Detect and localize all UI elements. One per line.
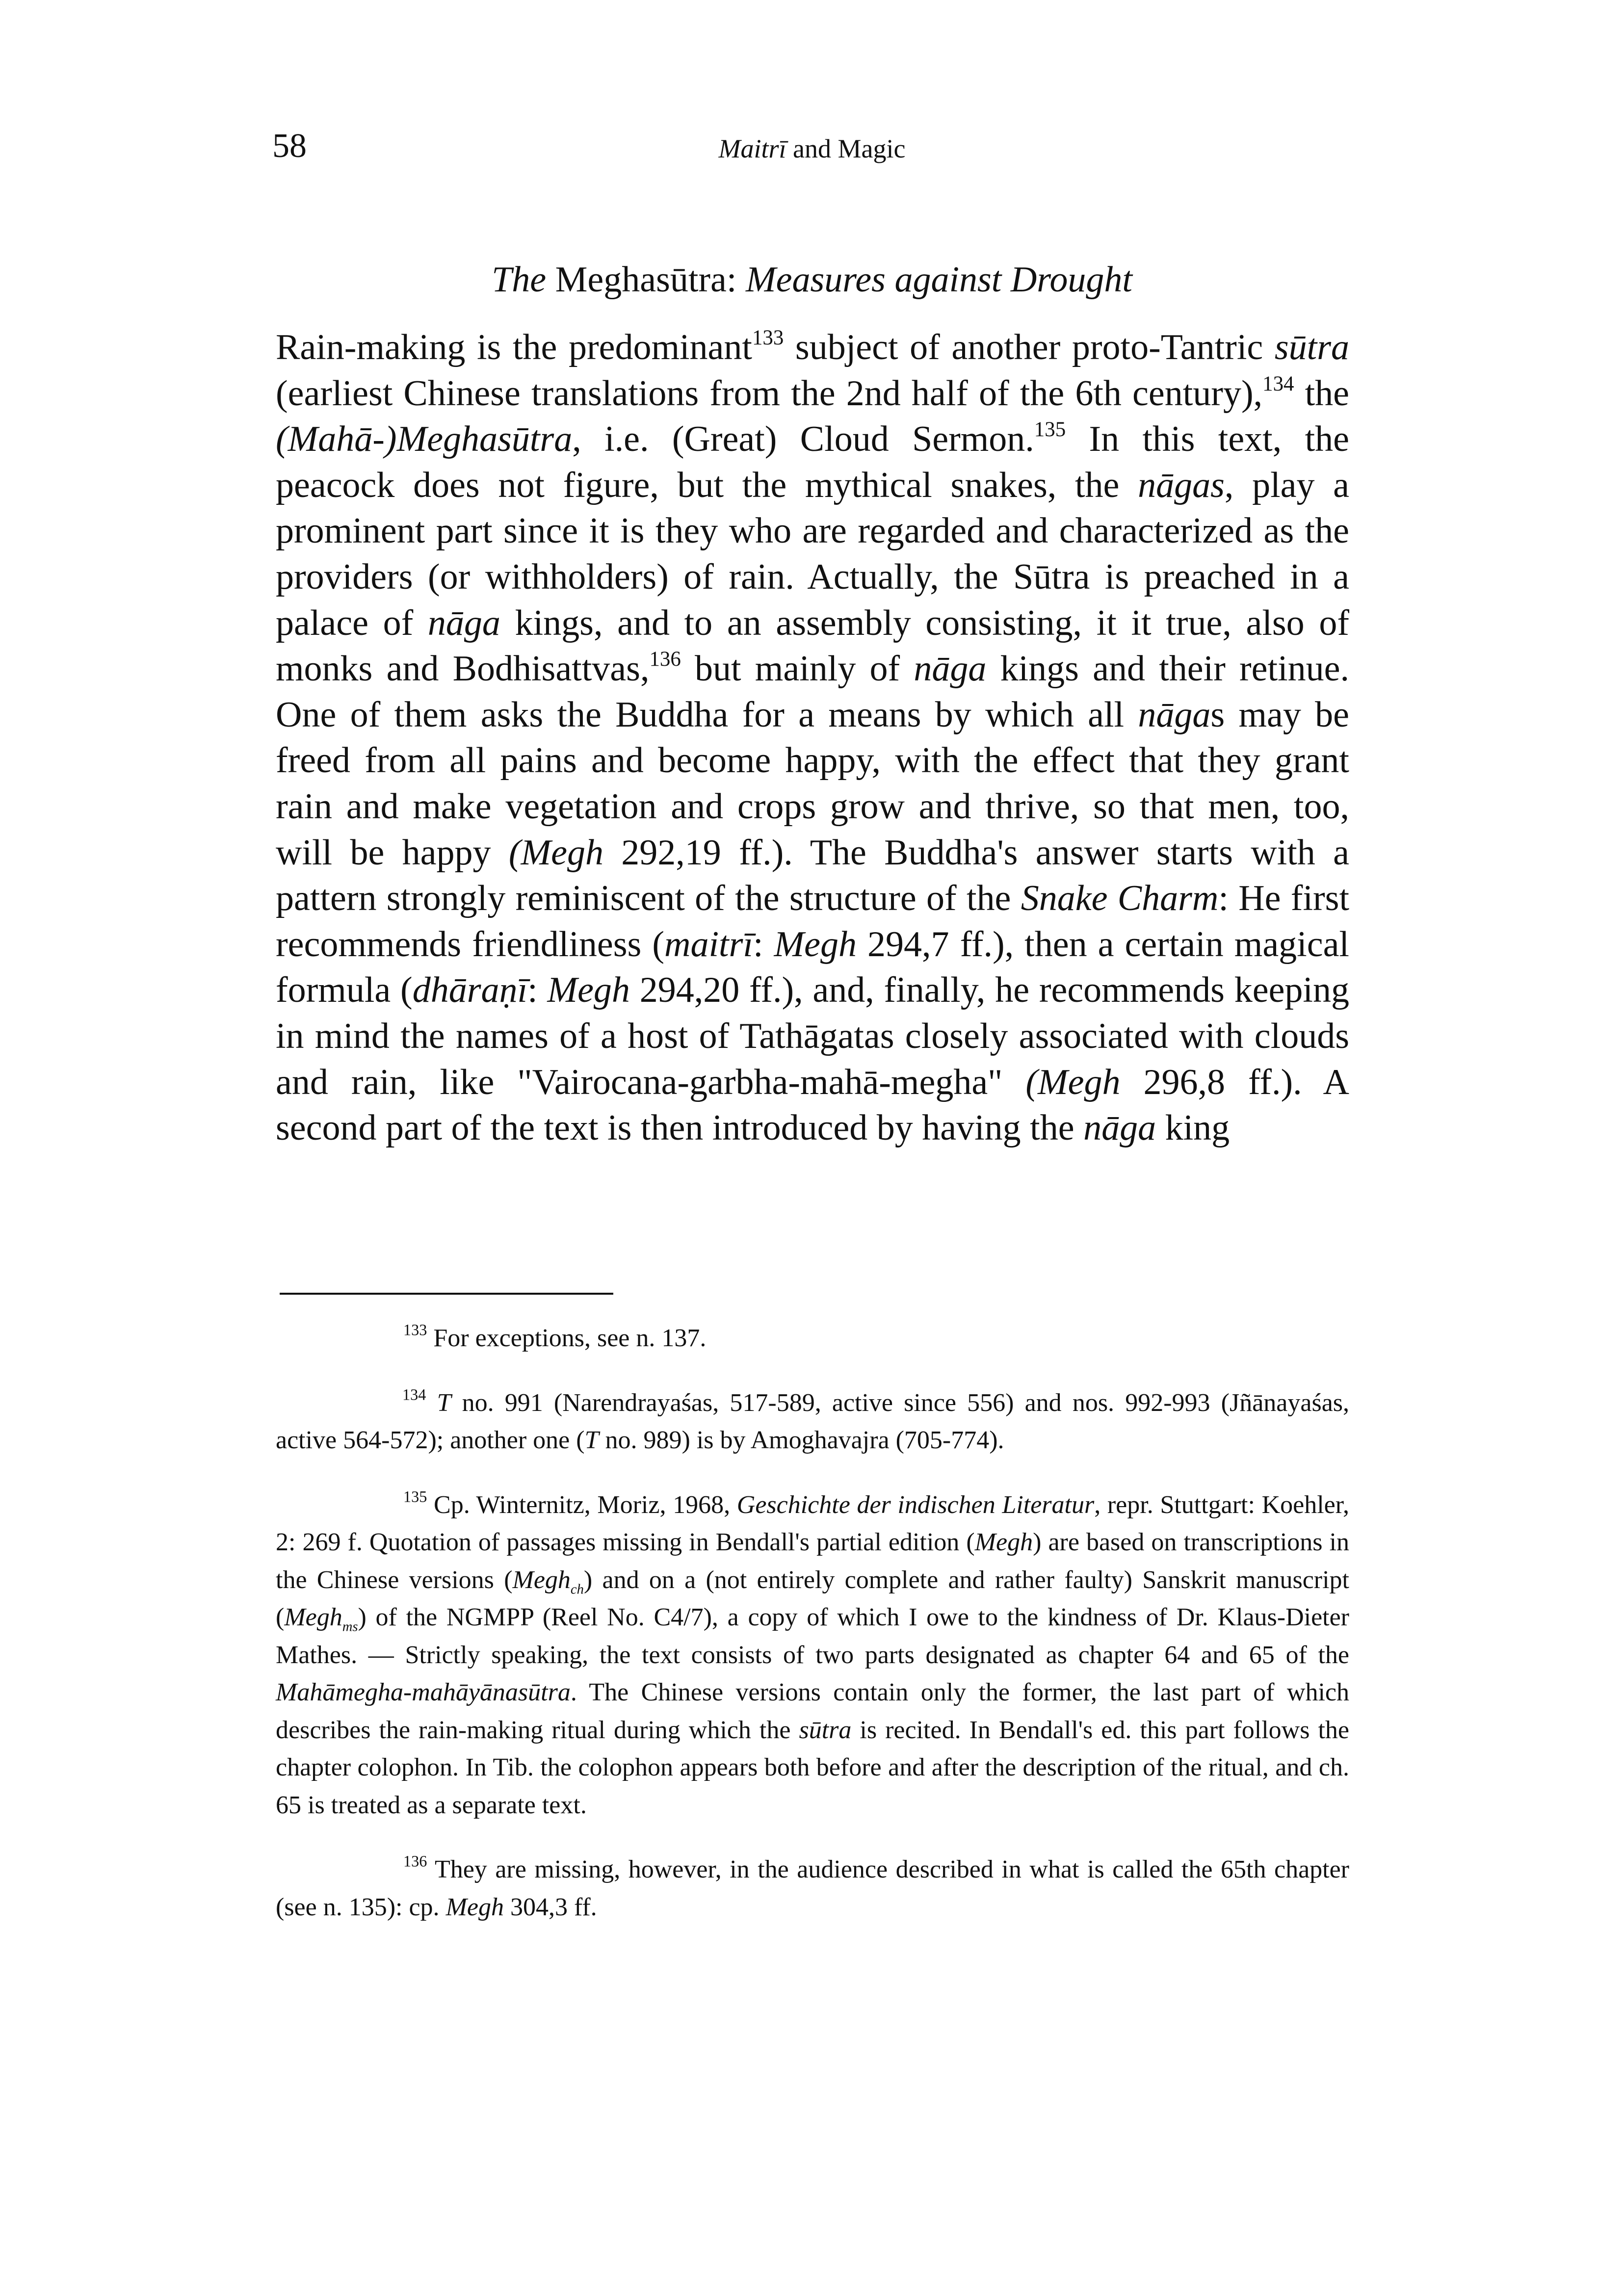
italic-term: T — [426, 1388, 451, 1417]
italic-term: Snake Charm — [1021, 878, 1219, 919]
subscript — [342, 1619, 358, 1634]
italic-term: Megh — [445, 1893, 504, 1921]
footnote-divider — [280, 1293, 613, 1295]
footnote-text: 304,3 ff. — [503, 1893, 597, 1921]
subscript — [571, 1582, 584, 1597]
section-title-sutra: Meghasūtra: — [546, 260, 746, 300]
footnote-number: 135 — [403, 1487, 427, 1505]
section-title-the: The — [492, 260, 547, 300]
italic-term: Megh — [774, 924, 857, 965]
text-run: the — [1294, 373, 1350, 414]
text-run: (earliest Chinese translations from the 2nd half of the 6th century), — [276, 373, 1263, 414]
italic-term: sūtra — [799, 1716, 852, 1744]
text-run: but mainly of — [681, 649, 914, 689]
italic-term: Megh — [547, 970, 630, 1011]
text-run: 296,8 ff.). A second part of the text is then introduced by having the — [276, 1062, 1349, 1148]
subscript-text: ch — [570, 1581, 584, 1597]
text-run: subject of another proto-Tantric — [784, 327, 1275, 367]
page-number: 58 — [272, 127, 307, 165]
footnote-136 — [276, 1851, 1349, 1926]
footnote-number: 133 — [403, 1321, 427, 1339]
section-title — [0, 255, 1624, 304]
italic-term: Megh — [974, 1528, 1033, 1556]
footnote-text: They are missing, however, in the audience described in what is called the 65th chapter (see n. 135): cp. — [276, 1855, 1349, 1921]
text-run: king — [1156, 1108, 1230, 1148]
footnotes — [276, 1320, 1349, 1926]
footnote-ref-133[interactable]: 133 — [752, 326, 784, 349]
footnote-text: Cp. Winternitz, Moriz, 1968, — [427, 1490, 737, 1519]
italic-term: Megh — [512, 1565, 571, 1594]
text-run: s may be freed from all pains and become happy, with the effect that they grant rain and make vegetation and crops grow and thrive, so that men, too, will be happy — [276, 694, 1349, 873]
text-run: , play a prominent part since it is they who are regarded and characterized as the providers (or withholders) of rain. Actually, the Sūtra is preached in a palace of — [276, 465, 1350, 643]
text-run: : He first recommends friendliness ( — [276, 878, 1349, 965]
italic-term: nāga — [1138, 694, 1211, 735]
footnote-text: no. 991 (Narendrayaśas, 517-589, active since 556) and nos. 992-993 (Jñānayaśas, active 564-572); another one ( — [276, 1388, 1350, 1454]
footnote-135 — [276, 1487, 1349, 1825]
footnote-text: For exceptions, see n. 137. — [427, 1324, 707, 1352]
section-title-subtitle: Measures against Drought — [745, 260, 1132, 300]
text-run: : — [753, 924, 774, 965]
body-paragraph — [276, 325, 1349, 1151]
text-run: kings, and to an assembly consisting, it it true, also of monks and Bodhisattvas, — [276, 602, 1349, 689]
italic-term: nāgas — [1138, 465, 1225, 505]
footnote-134 — [276, 1384, 1349, 1460]
footnote-text: no. 989) is by Amoghavajra (705-774). — [599, 1426, 1004, 1454]
italic-term: (Megh — [508, 832, 603, 873]
footnote-text: . The Chinese versions contain only the former, the last part of which describes the rain-making ritual during which the — [276, 1678, 1349, 1744]
italic-term: maitrī — [664, 924, 753, 965]
footnote-ref-135[interactable]: 135 — [1034, 418, 1066, 442]
text-run: 294,20 ff.), and, finally, he recommends keeping in mind the names of a host of Tathāgatas closely associated with clouds and rain, like "Vairocana-garbha-mahā-megha" — [276, 970, 1349, 1102]
running-head-italic: Maitrī — [718, 134, 786, 163]
italic-term: T — [584, 1426, 599, 1454]
text-run: In this text, the peacock does not figure, but the mythical snakes, the — [276, 419, 1349, 505]
footnote-text: ) are based on transcriptions in the Chinese versions ( — [276, 1528, 1349, 1594]
text-run: 292,19 ff.). The Buddha's answer starts with a pattern strongly reminiscent of the structure of the — [276, 832, 1349, 919]
italic-term: Megh — [284, 1603, 342, 1631]
footnote-text: ) and on a (not entirely complete and rather faulty) Sanskrit manuscript ( — [276, 1565, 1349, 1631]
footnote-text: is recited. In Bendall's ed. this part follows the chapter colophon. In Tib. the colophon appears both before and after the description of the ritual, and ch. 65 is treated as a separate text. — [276, 1716, 1349, 1819]
italic-term: (Mahā-)Meghasūtra — [276, 419, 573, 460]
running-head-text: and Magic — [786, 134, 906, 163]
italic-term: Mahāmegha-mahāyānasūtra — [276, 1678, 571, 1706]
footnote-number: 134 — [402, 1385, 426, 1403]
italic-term: nāga — [914, 649, 987, 689]
italic-term: nāga — [1083, 1108, 1156, 1148]
footnote-ref-136[interactable]: 136 — [649, 648, 681, 671]
text-run: : — [527, 970, 548, 1011]
footnote-number: 136 — [403, 1852, 427, 1870]
footnote-133 — [276, 1320, 1349, 1357]
italic-term: nāga — [427, 602, 500, 643]
text-run: Rain-making is the predominant — [276, 327, 752, 367]
footnote-text: , repr. Stuttgart: Koehler, 2: 269 f. Quotation of passages missing in Bendall's partial edition ( — [276, 1490, 1349, 1556]
italic-term: (Megh — [1025, 1062, 1121, 1102]
text-run: kings and their retinue. One of them asks the Buddha for a means by which all — [276, 649, 1349, 735]
italic-term: sūtra — [1274, 327, 1349, 367]
italic-term: Geschichte der indischen Literatur — [736, 1490, 1095, 1519]
running-head — [0, 131, 1624, 166]
footnote-text: ) of the NGMPP (Reel No. C4/7), a copy of which I owe to the kindness of Dr. Klaus-Dieter Mathes. — Strictly speaking, the text consists of two parts designated as chapter 64 and 65 of the — [276, 1603, 1349, 1669]
footnote-ref-134[interactable]: 134 — [1262, 372, 1294, 395]
text-run: , i.e. (Great) Cloud Sermon. — [572, 419, 1034, 460]
italic-term: dhāraṇī — [412, 970, 528, 1011]
subscript-text: ms — [342, 1619, 358, 1635]
text-run: 294,7 ff.), then a certain magical formula ( — [276, 924, 1349, 1011]
